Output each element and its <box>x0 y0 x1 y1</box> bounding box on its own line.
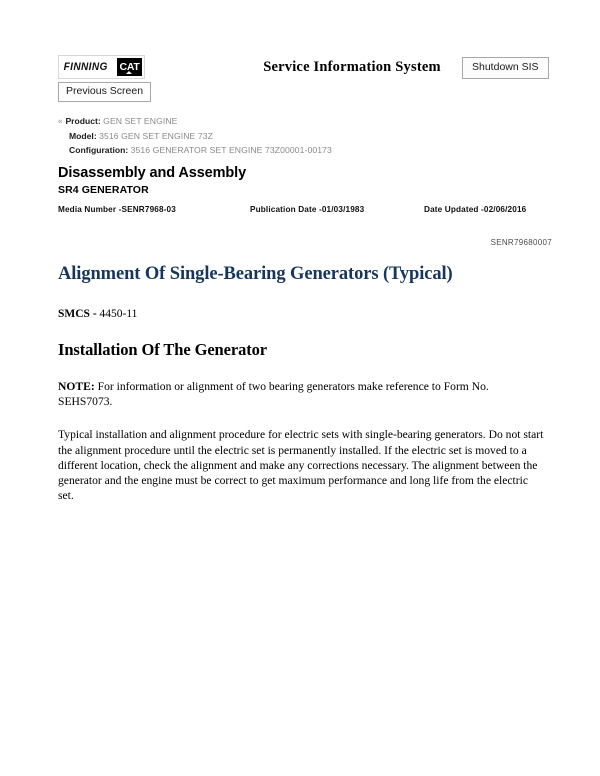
media-number: Media Number -SENR7968-03 <box>58 205 176 214</box>
main-content <box>58 262 545 503</box>
finning-cat-logo <box>58 55 145 79</box>
top-bar <box>58 55 550 105</box>
smcs-code: 4450-11 <box>99 308 138 320</box>
breadcrumb <box>58 114 558 157</box>
finning-wordmark: FINNING <box>63 61 108 73</box>
document-facts-row <box>58 205 548 217</box>
cat-triangle-icon <box>126 71 132 74</box>
cat-logo-text: CAT <box>119 60 140 73</box>
note-text: For information or alignment of two bearing generators make reference to Form No. SEHS7073. <box>58 380 489 409</box>
smcs-line <box>58 307 545 321</box>
date-updated: Date Updated -02/06/2016 <box>424 205 527 214</box>
publication-date: Publication Date -01/03/1983 <box>250 205 365 214</box>
breadcrumb-product-row <box>58 114 558 129</box>
smcs-label: SMCS - <box>58 308 97 320</box>
shutdown-sis-button[interactable]: Shutdown SIS <box>462 57 549 79</box>
document-header <box>58 165 548 217</box>
back-chevron-icon[interactable]: « <box>58 116 63 126</box>
document-id: SENR79680007 <box>490 238 552 247</box>
configuration-label: Configuration: <box>69 145 129 155</box>
model-value: 3516 GEN SET ENGINE 73Z <box>99 131 213 141</box>
cat-logo-icon <box>117 58 142 76</box>
model-label: Model: <box>69 131 97 141</box>
installation-heading: Installation Of The Generator <box>58 340 267 359</box>
section-title: Disassembly and Assembly <box>58 165 247 181</box>
subsection-title: SR4 GENERATOR <box>58 184 149 196</box>
note-paragraph <box>58 379 545 409</box>
configuration-value: 3516 GENERATOR SET ENGINE 73Z00001-00173 <box>130 145 332 155</box>
body-paragraph: Typical installation and alignment procedure for electric sets with single-bearing generators. Do not start the alignment procedure until the electric set is permanently installed. If the electric set is moved to a different location, check the alignment and make any corrections necessary. The alignment between the generator and the engine must be correct to get maximum performance and long life from the electric set. <box>58 428 544 503</box>
article-title: Alignment Of Single-Bearing Generators (Typical) <box>58 264 453 284</box>
page-title: Service Information System <box>263 59 441 75</box>
breadcrumb-model-row <box>58 129 558 143</box>
note-label: NOTE: <box>58 380 95 393</box>
breadcrumb-configuration-row <box>58 143 558 157</box>
previous-screen-button[interactable]: Previous Screen <box>58 82 151 102</box>
product-value: GEN SET ENGINE <box>103 116 178 126</box>
product-label: Product: <box>65 116 101 126</box>
